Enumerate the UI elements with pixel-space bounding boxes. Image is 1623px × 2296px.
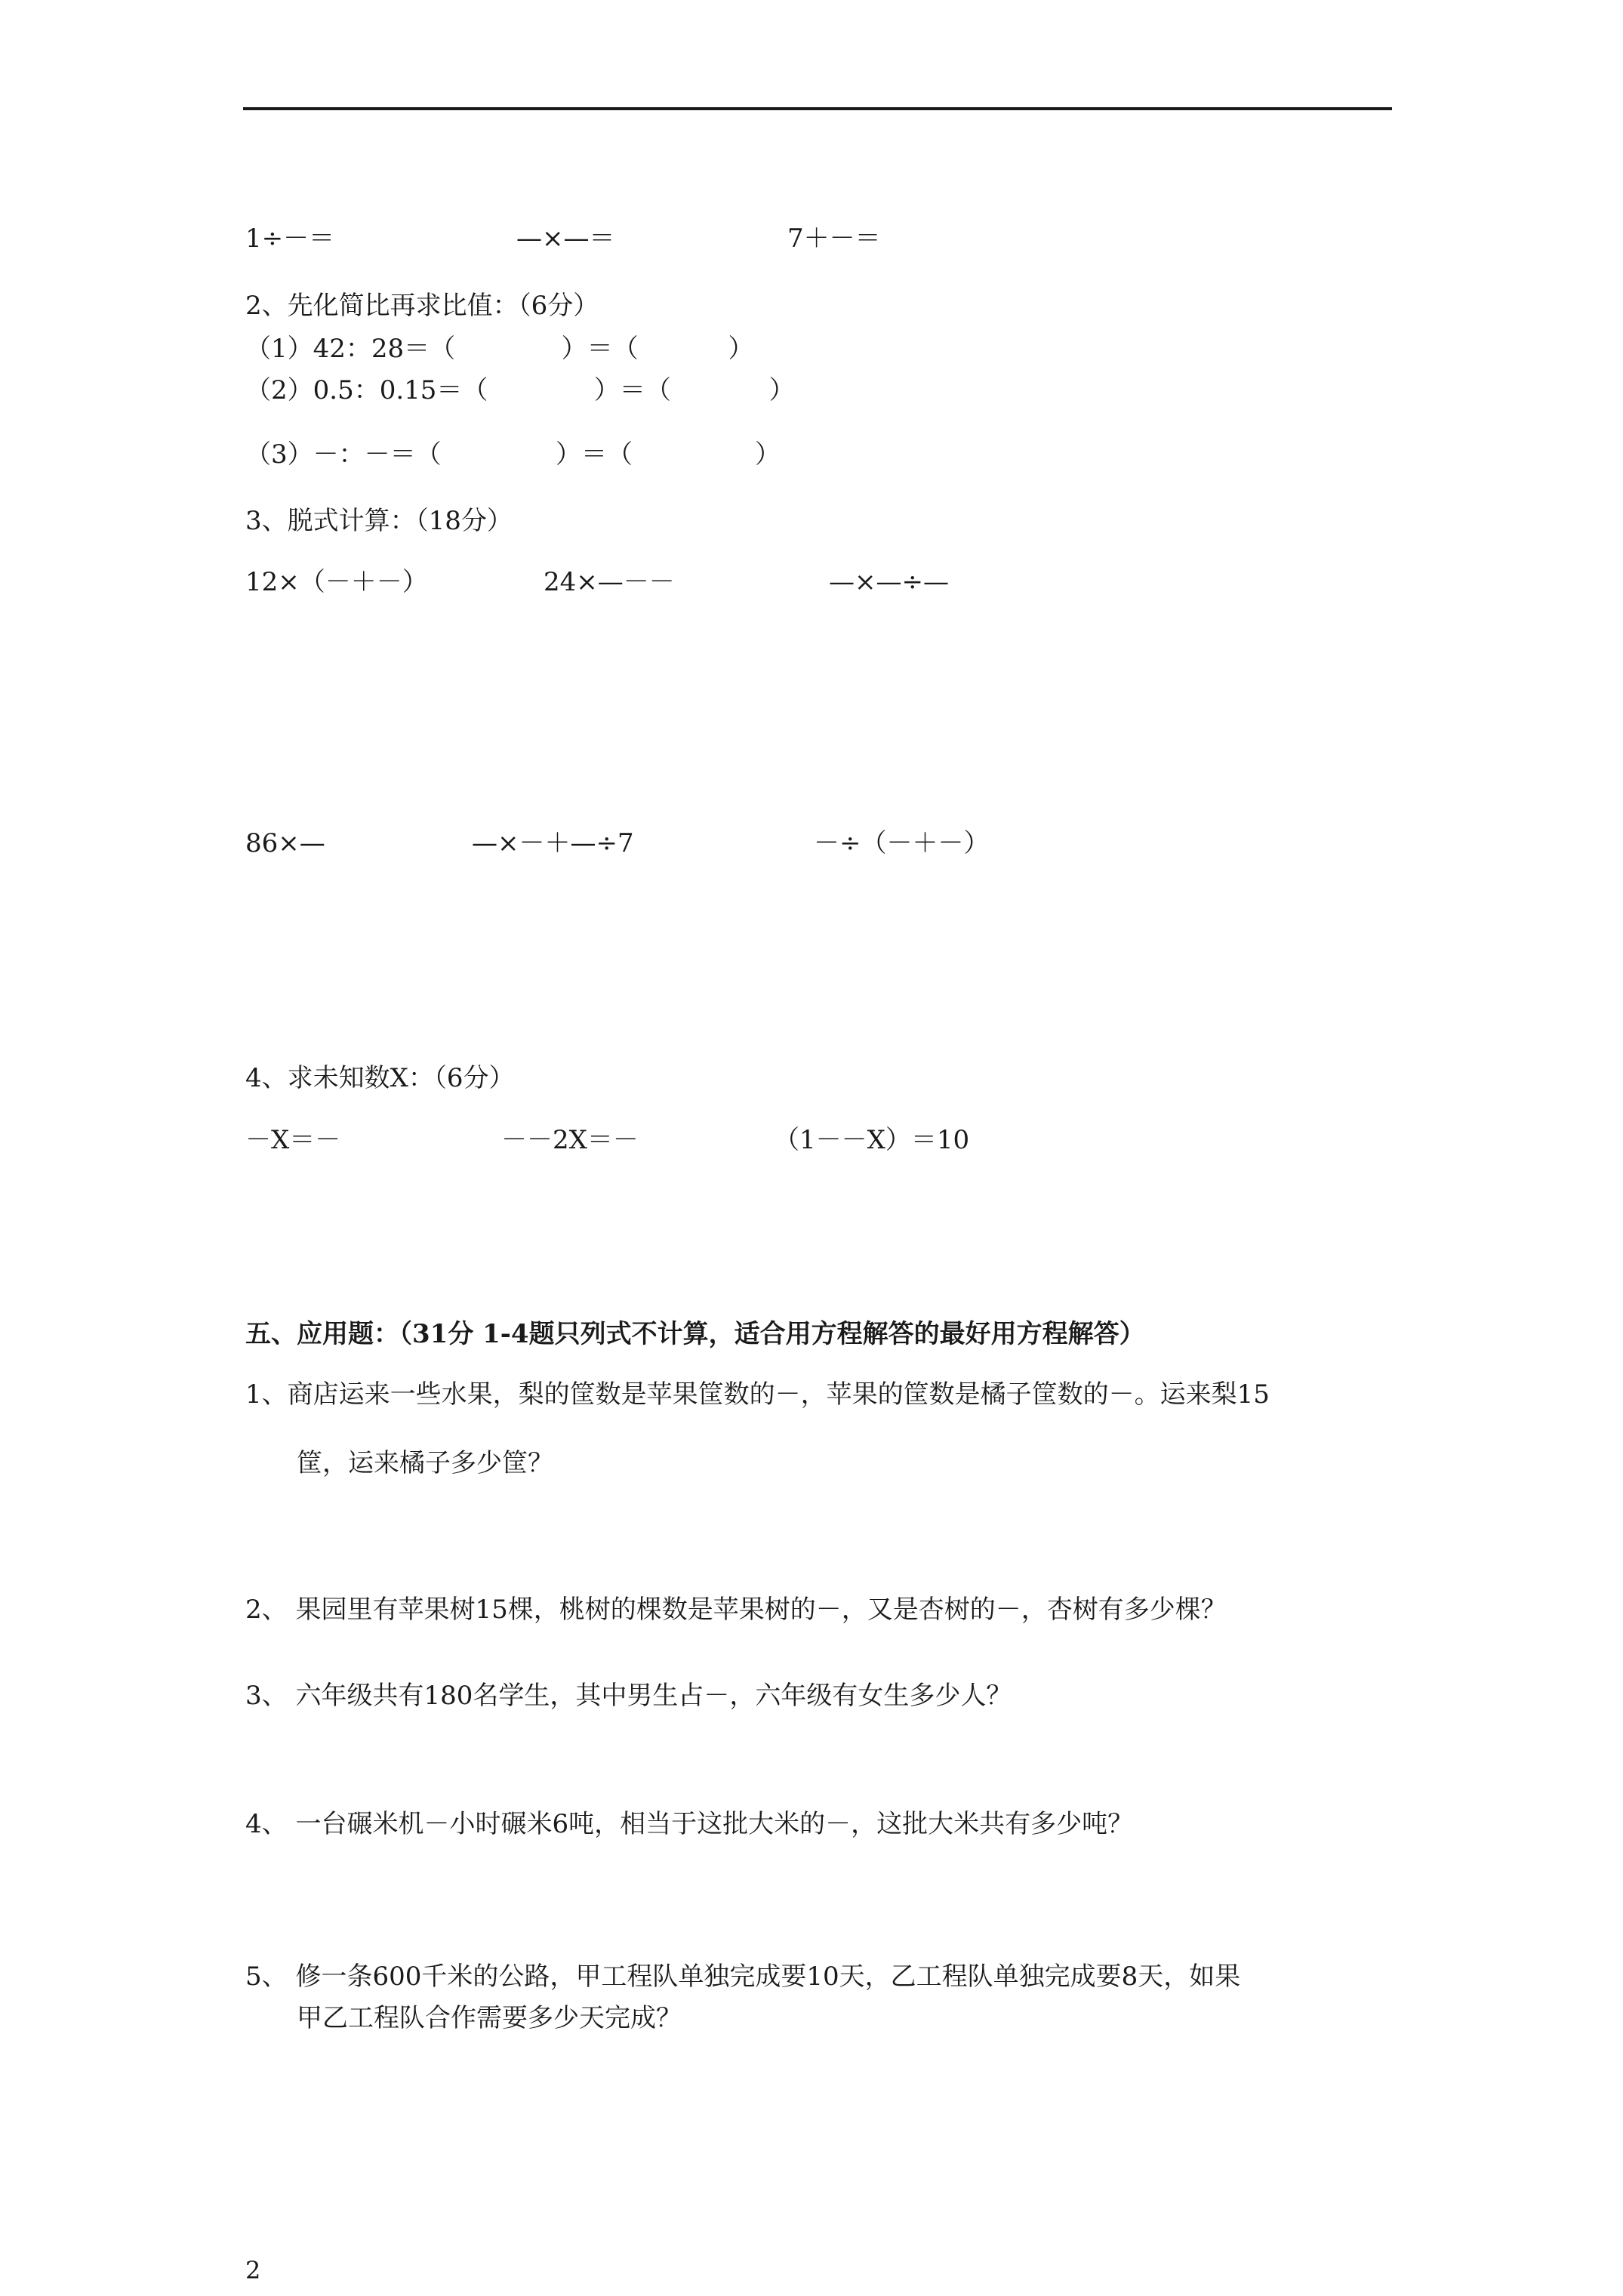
problem-3: 3、 六年级共有180名学生，其中男生占－，六年级有女生多少人？ xyxy=(245,1681,1012,1711)
problem-1-line-2: 筐，运来橘子多少筐？ xyxy=(297,1448,553,1478)
problem-5-line-1: 5、 修一条600千米的公路，甲工程队单独完成要10天，乙工程队单独完成要8天，如果 xyxy=(245,1962,1241,1992)
expr-3: —×—÷— xyxy=(829,567,949,597)
expr-1: 12×（－＋－） xyxy=(245,567,428,597)
ratio-1: （1）42：28＝（ ）＝（ ） xyxy=(245,334,754,364)
ratio-3: （3）－：－＝（ ）＝（ ） xyxy=(245,439,781,470)
expr-6: －÷（－＋－） xyxy=(814,828,990,858)
calc-2: —×—＝ xyxy=(516,223,615,254)
expr-4: 86×— xyxy=(245,828,325,858)
section-4-heading: 4、求未知数X：（6分） xyxy=(245,1063,515,1093)
equation-3: （1－－X）＝10 xyxy=(774,1125,970,1155)
problem-4: 4、 一台碾米机－小时碾米6吨，相当于这批大米的－，这批大米共有多少吨？ xyxy=(245,1809,1134,1839)
section-2-heading: 2、先化简比再求比值：（6分） xyxy=(245,291,599,321)
problem-5-line-2: 甲乙工程队合作需要多少天完成？ xyxy=(297,2003,682,2033)
expr-2: 24×—－－ xyxy=(544,567,675,597)
calc-1: 1÷－＝ xyxy=(245,223,335,254)
problem-1-line-1: 1、商店运来一些水果，梨的筐数是苹果筐数的－，苹果的筐数是橘子筐数的－。运来梨15 xyxy=(245,1379,1270,1410)
section-3-heading: 3、脱式计算：（18分） xyxy=(245,506,513,536)
expr-5: —×－＋—÷7 xyxy=(472,828,634,858)
page-number: 2 xyxy=(245,2256,261,2285)
calc-3: 7＋－＝ xyxy=(787,223,881,254)
equation-2: －－2X＝－ xyxy=(501,1125,639,1155)
section-5-heading: 五、应用题：（31分 1-4题只列式不计算，适合用方程解答的最好用方程解答） xyxy=(245,1319,1145,1349)
ratio-2: （2）0.5：0.15＝（ ）＝（ ） xyxy=(245,375,795,405)
equation-1: －X＝－ xyxy=(245,1125,341,1155)
problem-2: 2、 果园里有苹果树15棵，桃树的棵数是苹果树的－，又是杏树的－，杏树有多少棵？ xyxy=(245,1595,1227,1625)
header-rule xyxy=(243,107,1392,110)
